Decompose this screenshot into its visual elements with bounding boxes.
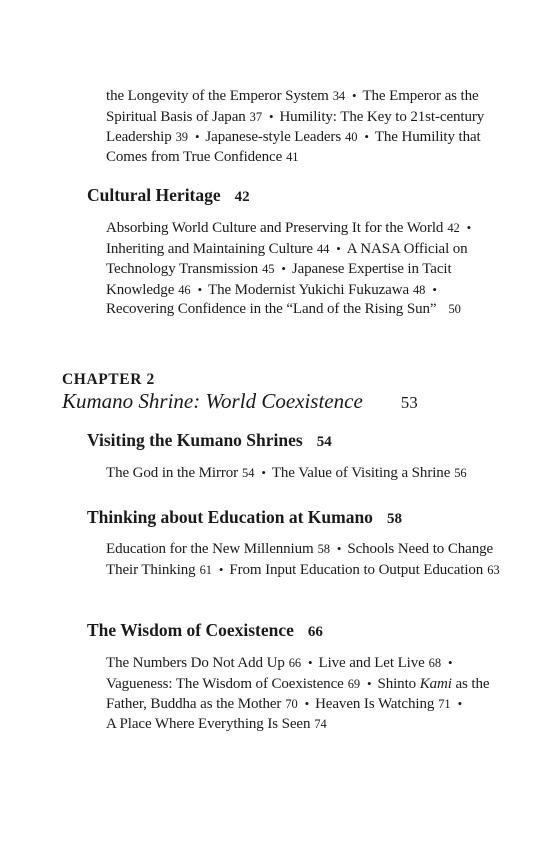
section-heading-wisdom: The Wisdom of Coexistence 66: [87, 620, 323, 640]
bullet-separator: •: [218, 561, 224, 577]
toc-entry: Shinto Kami as the Father, Buddha as the Mother 70: [106, 675, 490, 712]
chapter-label: CHAPTER 2: [62, 371, 155, 388]
bullet-separator: •: [336, 240, 341, 256]
toc-entry: Absorbing World Culture and Preserving It for the World: [106, 220, 444, 236]
toc-entry: Schools Need to Change Their Thinking: [106, 541, 494, 578]
chapter-title: Kumano Shrine: World Coexistence 53: [62, 389, 418, 413]
section-heading-education: Thinking about Education at Kumano 58: [87, 507, 402, 527]
toc-entry: Japanese Expertise in Tacit Knowledge: [106, 261, 452, 298]
page-number: 63: [487, 562, 500, 577]
bullet-separator: •: [194, 129, 200, 144]
bullet-separator: •: [261, 465, 266, 480]
bullet-separator: •: [364, 129, 369, 144]
toc-entries-wisdom: [106, 653, 506, 734]
toc-entry: Humility: The Key to 21st-century Leadership: [106, 108, 485, 145]
section-heading-visiting: Visiting the Kumano Shrines 54: [87, 430, 332, 450]
toc-entry: A Place Where Everything Is Seen 74: [106, 715, 327, 732]
page-number: 68: [428, 656, 441, 670]
bullet-separator: •: [367, 675, 372, 691]
section-heading-cultural-heritage: Cultural Heritage 42: [87, 185, 250, 205]
toc-entries-education: [106, 539, 506, 580]
toc-entry: Inheriting and Maintaining Culture 44: [106, 240, 330, 257]
page-number: 42: [447, 221, 460, 235]
page-number: 42: [234, 189, 250, 205]
page-number: 66: [307, 624, 323, 640]
bullet-separator: •: [432, 281, 437, 297]
bullet-separator: •: [447, 655, 453, 670]
toc-entry: The Humility that Comes from True Confidence: [106, 129, 481, 165]
page-number: 37: [249, 109, 262, 124]
toc-entry: From Input Education to Output Education: [229, 561, 484, 578]
toc-entry: The Emperor as the Spiritual Basis of Japan: [106, 88, 479, 125]
page-number: 41: [286, 149, 299, 164]
page-number: 70: [285, 697, 298, 711]
toc-entry: The Modernist Yukichi Fukuzawa 48: [208, 281, 426, 298]
page-number: 54: [316, 434, 332, 450]
bullet-separator: •: [281, 261, 286, 276]
bullet-separator: •: [457, 696, 463, 711]
bullet-separator: •: [197, 281, 203, 297]
toc-entry: Education for the New Millennium 58: [106, 541, 330, 557]
toc-entry: The Numbers Do Not Add Up 66: [106, 655, 302, 671]
bullet-separator: •: [336, 541, 342, 556]
page-number: 56: [454, 466, 467, 480]
bullet-separator: •: [466, 220, 472, 235]
bullet-separator: •: [268, 108, 274, 124]
page-number: 58: [386, 511, 402, 527]
toc-entry: Recovering Confidence in the “Land of the Rising Sun” 50: [106, 301, 461, 317]
page-number: 45: [262, 262, 275, 276]
page-number: 74: [314, 716, 327, 731]
page-number: 40: [345, 130, 358, 144]
bullet-separator: •: [304, 696, 310, 711]
toc-entry: Heaven Is Watching: [315, 696, 435, 712]
page-number: 53: [400, 393, 418, 412]
toc-entry: the Longevity of the Emperor System 34: [106, 88, 346, 104]
toc-entries-visiting: [106, 463, 506, 484]
page-number: 54: [242, 466, 255, 480]
page-number: 66: [288, 656, 302, 670]
page-number: 44: [316, 241, 330, 256]
page-number: 46: [178, 282, 191, 297]
page-number: 69: [347, 676, 361, 691]
toc-entry: A NASA Official on Technology Transmission: [106, 240, 468, 277]
bullet-separator: •: [352, 88, 357, 103]
page-number: 71: [438, 697, 451, 711]
toc-entry: Vagueness: The Wisdom of Coexistence 69: [106, 675, 361, 692]
toc-entry: The Value of Visiting a Shrine 56: [271, 465, 467, 481]
page-number: 58: [317, 542, 330, 556]
page-number: 48: [413, 282, 426, 297]
page-number: 39: [175, 130, 188, 144]
toc-entry: The God in the Mirror 54: [106, 465, 255, 481]
toc-entries-emperor: [106, 86, 506, 167]
page-number: 34: [332, 89, 346, 103]
page-number: 50: [448, 302, 461, 316]
page-number: 61: [199, 562, 212, 577]
bullet-separator: •: [308, 655, 313, 670]
toc-entry: Live and Let Live 68: [318, 655, 441, 671]
toc-entries-cultural-heritage: [106, 218, 506, 320]
toc-entry: Japanese-style Leaders 40: [205, 129, 358, 145]
